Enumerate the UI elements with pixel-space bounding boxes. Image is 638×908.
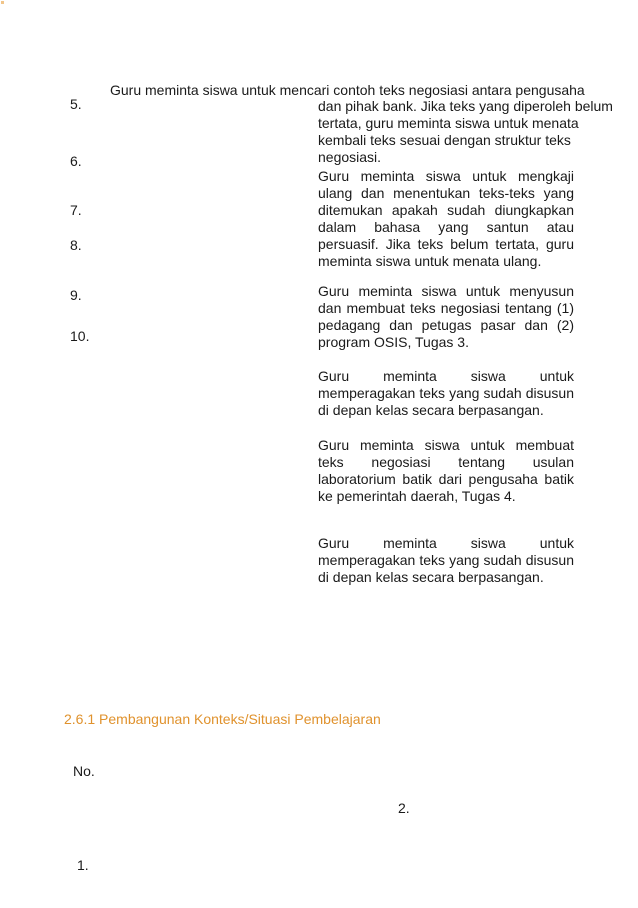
step-number-9: 9.	[70, 287, 82, 303]
step-text-2: Guru meminta siswa untuk mengkaji ulang dan menentukan teks-teks yang ditemukan apakah sudah diungkapkan dalam bahasa yang santun atau persuasif. Jika teks belum tertata, guru meminta siswa untuk menata ulang.	[318, 168, 574, 269]
step-number-7: 7.	[70, 202, 82, 218]
step-text-6: Guru meminta siswa untuk memperagakan teks yang sudah disusun di depan kelas secara berpasangan.	[318, 535, 574, 585]
step-number-5: 5.	[70, 96, 82, 112]
step-number-8: 8.	[70, 237, 82, 253]
step-text-4: Guru meminta siswa untuk memperagakan teks yang sudah disusun di depan kelas secara berpasangan.	[318, 368, 574, 418]
step-text-3: Guru meminta siswa untuk menyusun dan membuat teks negosiasi tentang (1) pedagang dan petugas pasar dan (2) program OSIS, Tugas 3.	[318, 283, 574, 350]
step-number-6: 6.	[70, 153, 82, 169]
intro-line: Guru meminta siswa untuk mencari contoh teks negosiasi antara pengusaha	[110, 82, 585, 98]
row-number-1: 1.	[77, 857, 89, 873]
step-text-5: Guru meminta siswa untuk membuat teks negosiasi tentang usulan laboratorium batik dari pengusaha batik ke pemerintah daerah, Tugas 4.	[318, 437, 574, 504]
step-number-10: 10.	[70, 328, 90, 344]
section-heading: 2.6.1 Pembangunan Konteks/Situasi Pembelajaran	[64, 711, 381, 727]
column-number-2: 2.	[398, 800, 410, 816]
step-text-1: dan pihak bank. Jika teks yang diperoleh belum tertata, guru meminta siswa untuk menata kembali teks sesuai dengan struktur teks negosiasi.	[318, 98, 613, 165]
page-corner-mark	[1, 1, 4, 4]
table-header-no: No.	[73, 763, 95, 779]
